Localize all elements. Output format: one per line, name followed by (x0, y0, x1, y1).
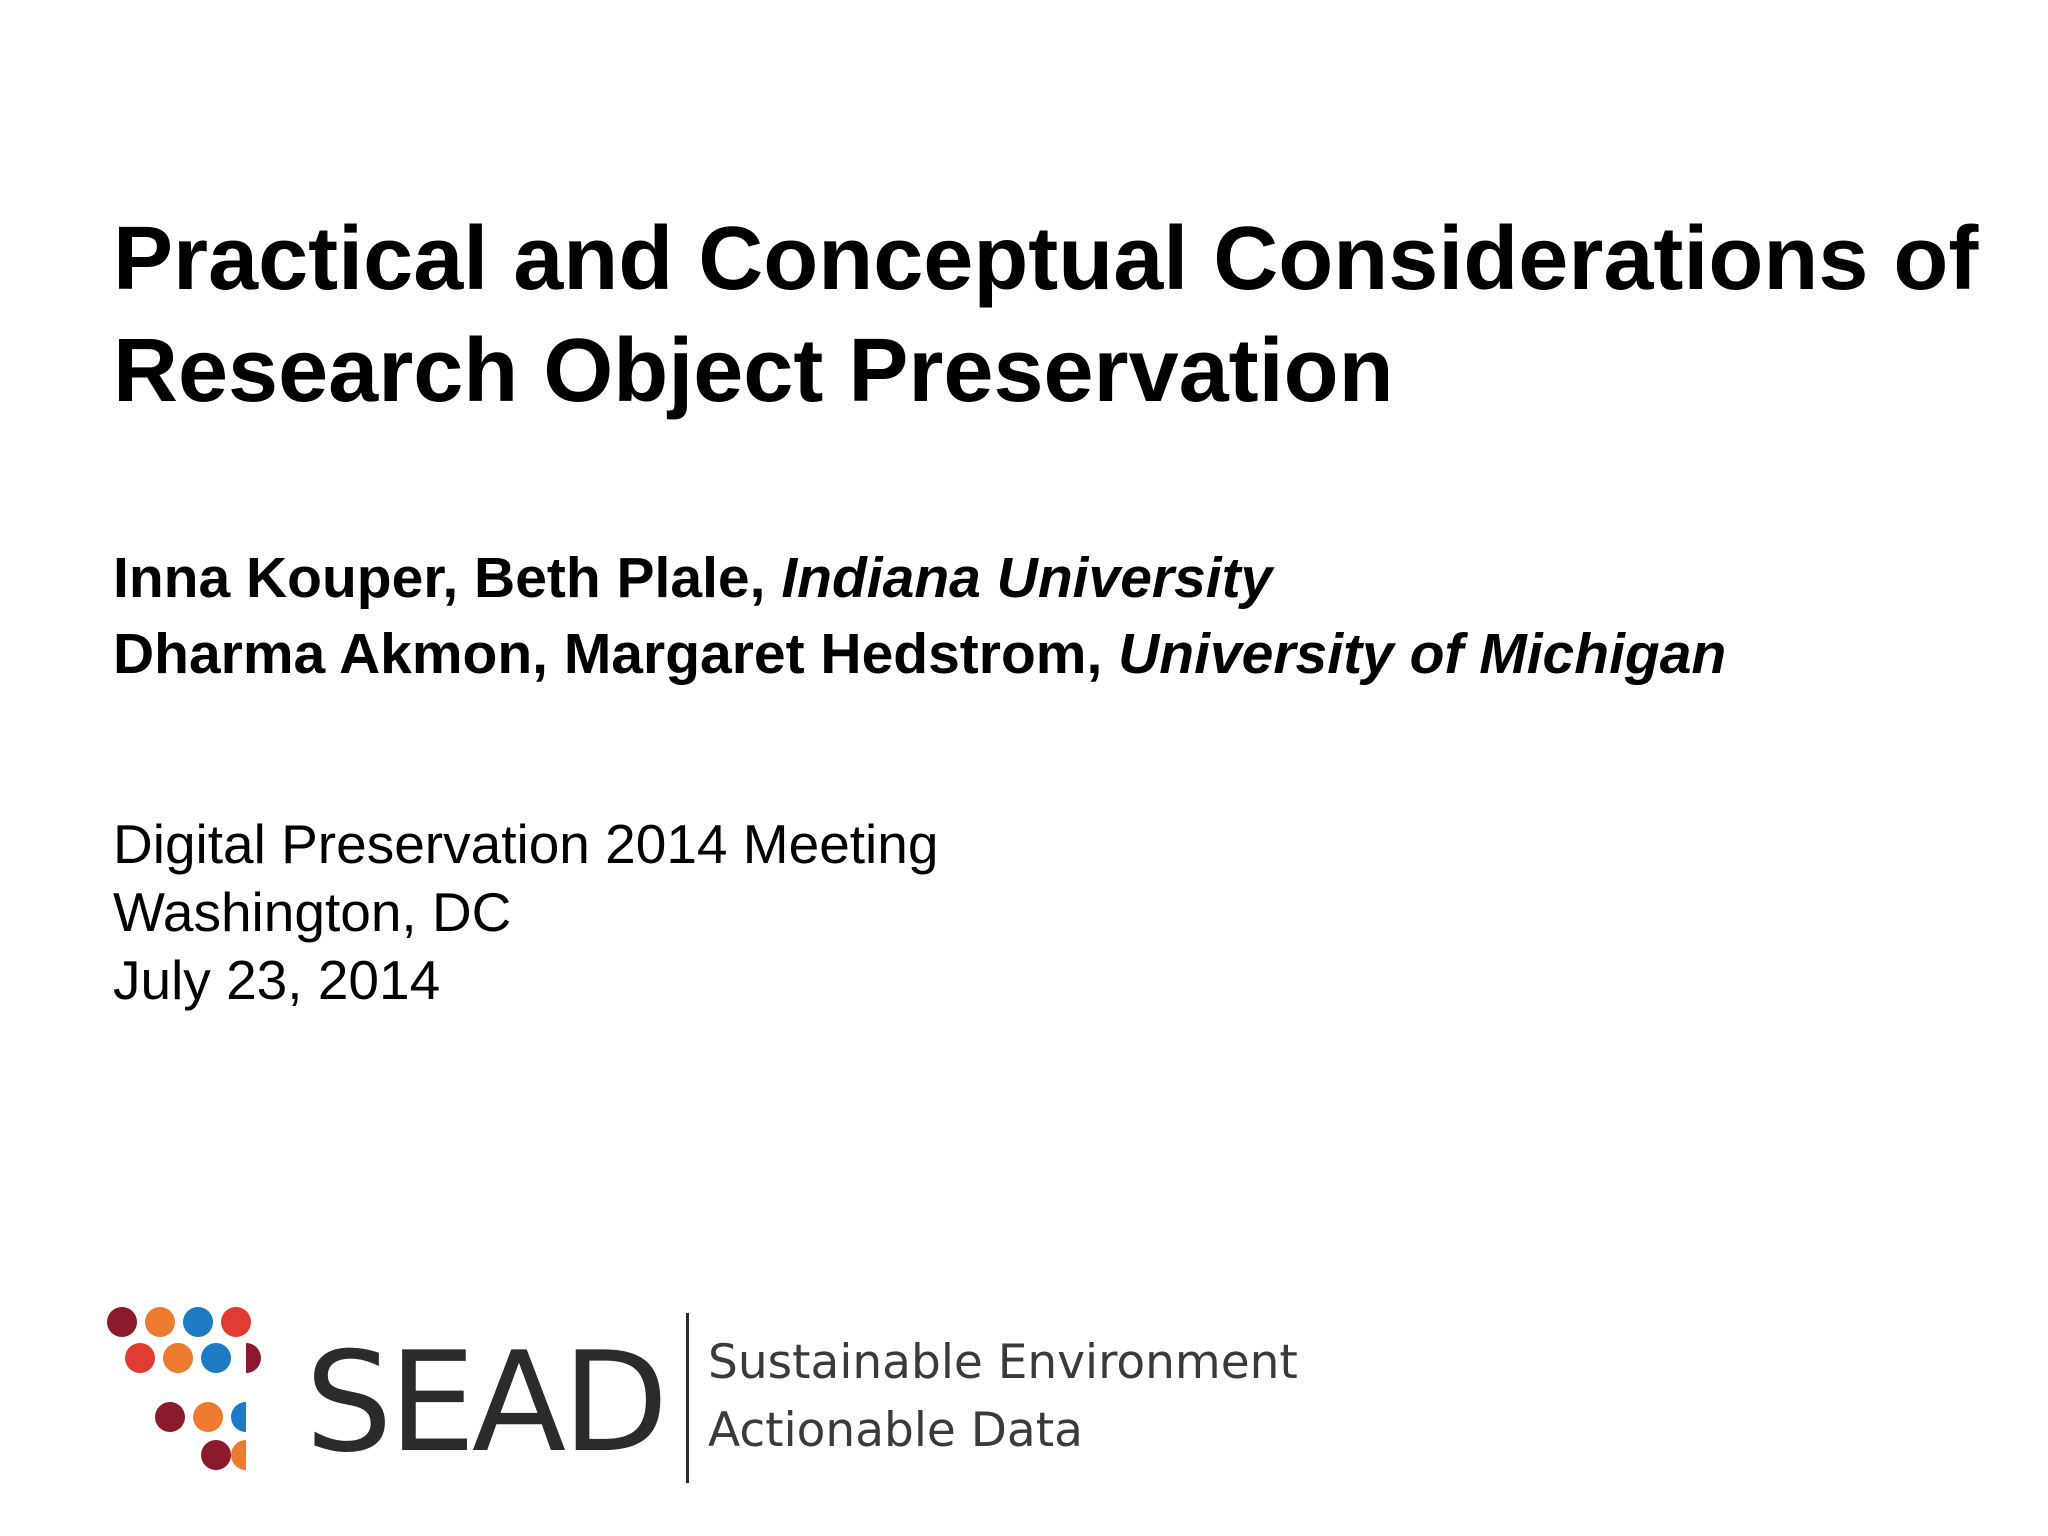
event-date: July 23, 2014 (113, 949, 441, 1011)
sead-tagline-line-2: Actionable Data (708, 1403, 1083, 1458)
sead-tagline (708, 1329, 1298, 1465)
event-location: Washington, DC (113, 881, 512, 943)
event-meeting: Digital Preservation 2014 Meeting (113, 813, 939, 875)
author-list (113, 540, 1726, 692)
event-info (113, 810, 938, 1014)
author-affiliation: University of Michigan (1118, 622, 1727, 686)
author-affiliation: Indiana University (781, 546, 1273, 610)
sead-logo (100, 1305, 1298, 1505)
author-line-1 (113, 540, 1726, 616)
sead-wordmark: SEAD (305, 1322, 665, 1483)
slide-title (113, 203, 2033, 427)
sead-dots-icon (100, 1305, 280, 1485)
author-names: Inna Kouper, Beth Plale, (113, 546, 782, 610)
sead-tagline-line-1: Sustainable Environment (708, 1335, 1298, 1390)
slide-title-line-2: Research Object Preservation (113, 321, 1394, 421)
author-names: Dharma Akmon, Margaret Hedstrom, (113, 622, 1119, 686)
author-line-2 (113, 616, 1726, 692)
logo-divider (686, 1313, 689, 1483)
slide-title-line-1: Practical and Conceptual Considerations of (113, 209, 1979, 309)
